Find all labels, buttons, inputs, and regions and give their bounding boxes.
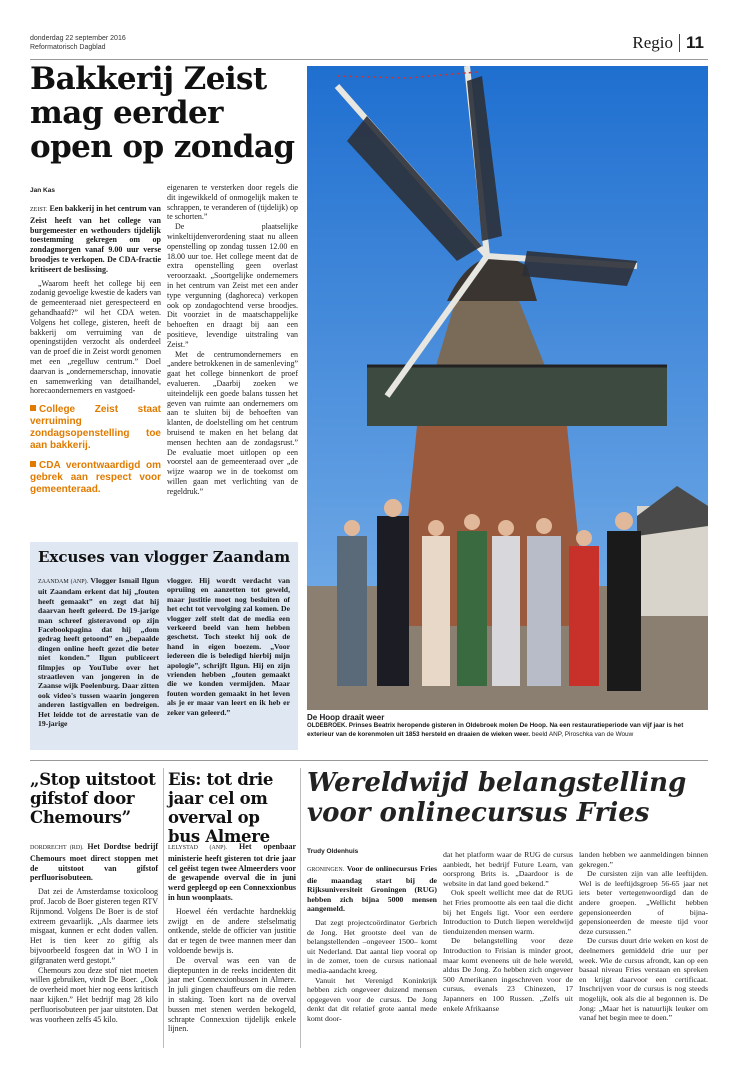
fries-column-2 xyxy=(443,850,573,1013)
issue-date: donderdag 22 september 2016 xyxy=(30,35,126,42)
chemours-headline: „Stop uitstoot gifstof door Chemours” xyxy=(30,770,156,827)
lead-headline: Bakkerij Zeist mag eerder open op zondag xyxy=(30,61,295,165)
fries-dateline: GRONINGEN. xyxy=(307,867,345,873)
caption-text: Prinses Beatrix heropende gisteren in Oldebroek molen De Hoop. Na een restauratieperiode van vijf jaar is het exterieur van de korenmolen uit 1853 hersteld en draaien de wieken weer. xyxy=(307,722,684,738)
chemours-paragraph: Chemours zou deze stof niet moeten willen gebruiken, vindt De Boer. „Ook de overheid moet hier nog eens kritisch naar kijken.” Het bedrijf mag 28 kilo perfluorisobuteen per jaar uitstoten. Dat was voorheen zelfs 45 kilo. xyxy=(30,965,158,1024)
almere-paragraph: Hoewel één verdachte hardnekkig zwijgt en de andere stelselmatig ontkende, stelde de officier van justitie dat er tegen de twee mannen meer dan voldoende bewijs is. xyxy=(168,906,296,955)
windmill-illustration xyxy=(307,66,708,710)
quote-bullet-icon xyxy=(30,461,36,467)
masthead-meta xyxy=(30,34,126,52)
fries-paragraph: Dat zegt projectcoördinator Gerbrich de Jong. Het grootste deel van de belangstellenden –ongeveer 1500– komt uit Nederland. Dat aantal liep vooral op in de zomer, toen de cursus nationaal media-aandacht kreeg. xyxy=(307,917,437,975)
almere-paragraph: De overval was een van de dieptepunten in de reeks incidenten dit jaar met Connexxionbussen in Almere. In juli gingen chauffeurs om die reden in staking. Toen kort na de overval bussen met stenen werden bekogeld, schrapte Connexxion tijdelijk enkele lijnen. xyxy=(168,955,296,1034)
lead-intro: Een bakkerij in het centrum van Zeist heeft van het college van burgemeester en wethouders tijdelijk toestemming gekregen om op zondagmorgen vanaf 9.00 uur verse broodjes te verkopen. De CDA-fractie kritiseert de beslissing. xyxy=(30,204,161,274)
photo-credit: beeld ANP, Piroschka van de Wouw xyxy=(531,730,634,738)
vlogger-text: Vlogger Ismail Ilgun uit Zaandam erkent dat hij „fouten heeft gemaakt” en zegt dat hij daarvan heeft geleerd. De 19-jarige man schreef gisteravond op zijn Facebookpagina dat hij „dom gedrag heeft getoond” en „bepaalde dingen online heeft gezet die beter niet konden.” Ilgun publiceert filmpjes op YouTube over het straatleven van jongeren in de Zaanse wijk Poelenburg. Daar zitten ook video's tussen waarin jongeren anderen lastigvallen en bedreigen. Het leidde tot de arrestatie van de 19-jarige xyxy=(38,576,159,729)
almere-headline: Eis: tot drie jaar cel om overval op bus Almere xyxy=(168,770,274,846)
fries-paragraph: dat het platform waar de RUG de cursus aanbiedt, het bedrijf Future Learn, van oorsprong Brits is. „Daardoor is de website in dat land goed bekend.” xyxy=(443,850,573,888)
fries-paragraph: Vanuit het Verenigd Koninkrijk hebben zich ongeveer duizend mensen opgegeven voor de cursus. De Jong denkt dat dit relatief grote aantal mede komt door- xyxy=(307,975,437,1023)
caption-title: De Hoop draait weer xyxy=(307,713,385,722)
almere-dateline: LELYSTAD (ANP). xyxy=(168,845,227,851)
lead-column-1 xyxy=(30,204,161,496)
masthead-rule xyxy=(30,59,708,60)
lead-dateline: ZEIST. xyxy=(30,207,48,213)
section-header xyxy=(632,33,704,53)
vlogger-column-1 xyxy=(38,576,159,729)
photo-caption xyxy=(307,714,708,739)
fries-paragraph: Ook speelt wellicht mee dat de RUG het Fries promootte als een taal die dicht bij het Engels ligt. Voor een eerdere Introduction to Dutch liepen wereldwijd tienduizenden mensen warm. xyxy=(443,888,573,936)
vlogger-dateline: ZAANDAM (ANP). xyxy=(38,579,89,585)
lead-column-2 xyxy=(167,183,298,497)
fries-paragraph: De cursus duurt drie weken en kost de deelnemers gemiddeld drie uur per week. Wie de cursus afrondt, kan op een basaal niveau Fries verstaan en spreken en krijgt daarvoor een certificaat. Inschrijven voor de cursus is nog steeds mogelijk, ook als die al begonnen is. De Jong: „Maar het is natuurlijk leuker om vanaf het begin mee te doen.” xyxy=(579,936,708,1023)
lead-paragraph: „Waarom heeft het college bij een zodanig gevoelige kwestie de kaders van de gemeenteraad niet gerespecteerd en gehandhaafd?” wil het CDA weten. Volgens het college, gisteren, heeft de bakkerij om verruiming van de openingstijden verzocht als onderdeel van de proef die in Zeist wordt genomen met een „regelluw centrum.” Doel daarvan is „ondernemerschap, innovatie en samenwerking van detailhandel, horecaondernemers en vastgoed- xyxy=(30,278,161,396)
vlogger-headline: Excuses van vlogger Zaandam xyxy=(38,548,291,566)
almere-intro: Het openbaar ministerie heeft gisteren tot drie jaar cel geëist tegen twee Almeerders voor de gewapende overval die in juni werd gepleegd op een Connexxionbus in hun woonplaats. xyxy=(168,842,297,902)
fries-column-1 xyxy=(307,864,437,1024)
fries-paragraph: De cursisten zijn van alle leeftijden. Wel is de leeftijdsgroep 56-65 jaar net iets beter vertegenwoordigd dan de andere groepen. „Wellicht hebben gepensioneerden of bijna-gepensioneerden de meeste tijd voor deze cursussen.” xyxy=(579,869,708,936)
lead-paragraph: De plaatselijke winkeltijdenverordening staat nu alleen openstelling op zondag tussen 12.00 en 18.00 uur toe. Het college meent dat de extra openstelling geen overlast veroorzaakt. „Soortgelijke ondernemers in het centrum van Zeist met een ander type vergunning (daghoreca) verkopen ook op zondagochtend verse broodjes. Dit voorziet in de maatschappelijke behoeften en draagt bij aan een positieve, levendige uitstraling van Zeist.” xyxy=(167,222,298,349)
column-divider xyxy=(163,768,164,1048)
fries-paragraph: landen hebben we aanmeldingen binnen gekregen.” xyxy=(579,850,708,869)
windmill-photo xyxy=(307,66,708,710)
chemours-paragraph: Dat zei de Amsterdamse toxicoloog prof. Jacob de Boer gisteren tegen RTV Rijnmond. Volgens De Boer is de stof extreem gevaarlijk. „Als daarmee iets misgaat, kunnen er echt doden vallen. Het is tien keer zo giftig als bijvoorbeeld fosgeen dat in WO I in gifgranaten werd gestopt.” xyxy=(30,887,158,965)
section-divider xyxy=(679,34,680,52)
pull-quote-2: CDA verontwaardigd om gebrek aan respect voor gemeenteraad. xyxy=(30,460,161,496)
section-name: Regio xyxy=(632,33,674,52)
lead-paragraph: Met de centrumondernemers en „andere betrokkenen in de samenleving” gaat het college binnenkort de proef evalueren. „Daarbij zoeken we uiteindelijk een goede balans tussen het geven van ruimte aan ondernemers om aan te sluiten bij de behoeften van klanten, de doelstelling om het centrum bruisend te maken en het belang dat mensen hechten aan de zondagsrust.” De evaluatie moet uitlopen op een voorstel aan de gemeenteraad over „de wijze waarop we in de toekomst om willen gaan met verlichting van de regeldruk.” xyxy=(167,349,298,496)
vlogger-text: vlogger. Hij wordt verdacht van opruiing en aanzetten tot geweld, maar justitie moet nog besluiten of het echt tot vervolging zal komen. De vlogger zelf stelt dat de media een verkeerd beeld van hem hebben geschetst. Toch steekt hij ook de hand in eigen boezem. „Voor iedereen die is beledigd hierbij mijn apologie”, schrijft Ilgun. Hij en zijn vrienden hebben „fouten gemaakt die we konden vermijden. Maar fouten worden gemaakt in het leven als je er maar van leert en ik heb er zeker van geleerd.” xyxy=(167,576,290,717)
caption-dateline: OLDEBROEK. xyxy=(307,723,348,730)
vlogger-column-2 xyxy=(167,576,290,717)
quote-bullet-icon xyxy=(30,405,36,411)
column-divider xyxy=(300,768,301,1048)
pull-quote-1: College Zeist staat verruiming zondagsopenstelling toe aan bakkerij. xyxy=(30,404,161,452)
fries-paragraph: De belangstelling voor deze Introduction to Frisian is minder groot, maar komt eveneens uit de hele wereld, aldus De Jong. Zo hebben zich ongeveer 500 Amerikanen ingeschreven voor de cursus, evenals 23 Chinezen, 17 Japanners en 100 Russen. „Zelfs uit enkele Afrikaanse xyxy=(443,936,573,1013)
chemours-intro: Het Dordtse bedrijf Chemours moet direct stoppen met de uitstoot van gifstof perfluorisobuteen. xyxy=(30,842,159,883)
chemours-article xyxy=(30,842,158,1024)
section-rule xyxy=(30,760,708,761)
fries-byline: Trudy Oldenhuis xyxy=(307,848,359,855)
paper-name: Reformatorisch Dagblad xyxy=(30,44,106,51)
chemours-dateline: DORDRECHT (RD). xyxy=(30,845,84,851)
vlogger-box xyxy=(30,542,298,750)
fries-intro: Voor de onlinecursus Fries die maandag start bij de Rijksuniversiteit Groningen (RUG) hebben zich bijna 5000 mensen aangemeld. xyxy=(307,864,438,914)
almere-article xyxy=(168,842,296,1034)
fries-column-3 xyxy=(579,850,708,1023)
page-number: 11 xyxy=(686,33,704,52)
lead-paragraph: eigenaren te versterken door regels die dit ingewikkeld of onmogelijk maken te schrappen, te veranderen of (tijdelijk) op te schorten.” xyxy=(167,183,298,222)
lead-byline: Jan Kas xyxy=(30,187,55,194)
fries-headline: Wereldwijd belangstelling voor onlinecursus Fries xyxy=(307,768,687,828)
